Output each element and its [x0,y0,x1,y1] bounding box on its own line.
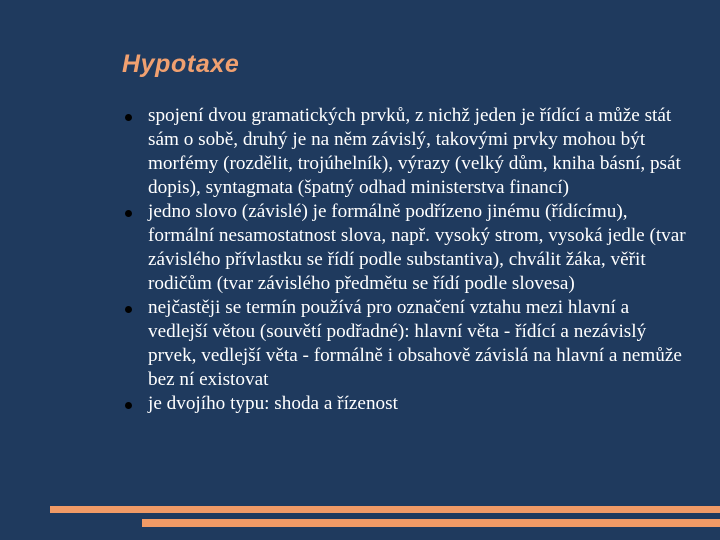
bullet-item [122,296,692,392]
bullet-item [122,392,692,416]
bullet-dot-icon [125,114,132,121]
slide-title: Hypotaxe [122,50,240,78]
bullet-text: spojení dvou gramatických prvků, z nichž jeden je řídící a může stát sám o sobě, druhý je na něm závislý, takovými prvky mohou být morfémy (rozdělit, trojúhelník), výrazy (velký dům, kniha básní, psát dopis), syntagmata (špatný odhad ministerstva financí) [148,105,681,198]
decorative-bar-bottom [142,519,720,527]
bullet-dot-icon [125,210,132,217]
bullet-item [122,104,692,200]
bullet-text: nejčastěji se termín používá pro označení vztahu mezi hlavní a vedlejší větou (souvětí podřadné): hlavní věta - řídící a nezávislý prvek, vedlejší věta - formálně i obsahově závislá na hlavní a nemůže bez ní existovat [148,297,682,390]
bullet-dot-icon [125,306,132,313]
bullet-dot-icon [125,402,132,409]
bullet-list [122,104,692,416]
bullet-text: jedno slovo (závislé) je formálně podřízeno jinému (řídícímu), formální nesamostatnost slova, např. vysoký strom, vysoká jedle (tvar závislého přívlastku se řídí podle substantiva), chválit žáka, věřit rodičům (tvar závislého předmětu se řídí podle slovesa) [148,201,686,294]
bullet-text: je dvojího typu: shoda a řízenost [148,393,398,414]
decorative-bar-top [50,506,720,513]
bullet-item [122,200,692,296]
